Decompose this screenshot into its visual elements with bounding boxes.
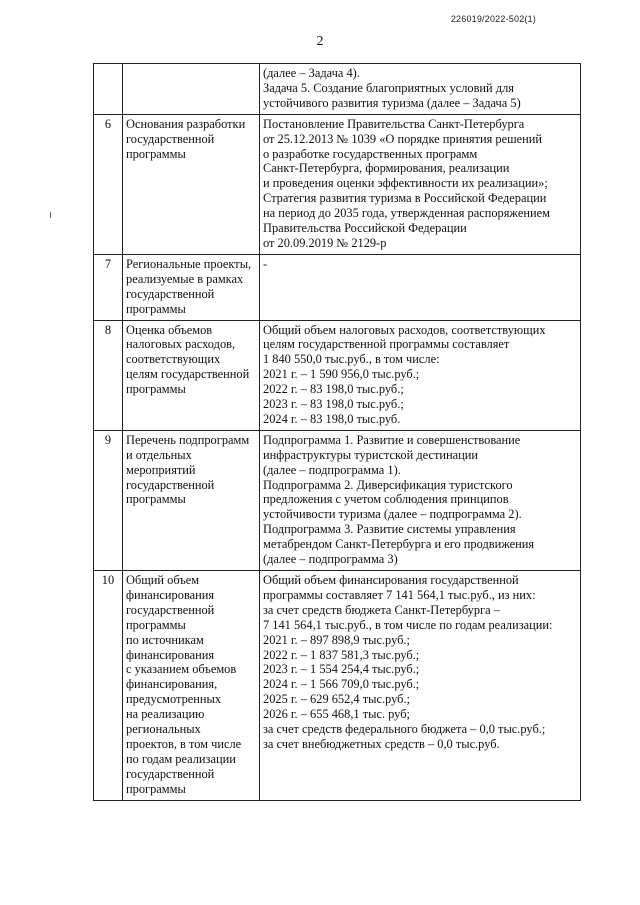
- row-value-line: -: [263, 256, 268, 271]
- row-value-line: за счет средств бюджета Санкт-Петербурга –: [263, 602, 500, 617]
- row-name-cell: [123, 114, 260, 254]
- row-name-line: региональных: [126, 722, 201, 737]
- row-value-line: Общий объем финансирования государственной: [263, 573, 519, 587]
- row-name-line: программы: [126, 617, 186, 632]
- row-name-line: мероприятий: [126, 462, 196, 477]
- row-value-line: за счет средств федерального бюджета – 0,0 тыс.руб.;: [263, 722, 546, 737]
- passport-table: [93, 63, 581, 801]
- row-value-line: 2022 г. – 83 198,0 тыс.руб.;: [263, 382, 404, 397]
- row-value-cell: [260, 430, 581, 570]
- row-value-line: (далее – Задача 4).: [263, 66, 360, 80]
- row-name-line: на реализацию: [126, 707, 205, 722]
- row-number: 7: [94, 254, 123, 320]
- row-value-line: 2022 г. – 1 837 581,3 тыс.руб.;: [263, 647, 420, 662]
- row-value-line: 2024 г. – 83 198,0 тыс.руб.: [263, 411, 401, 426]
- row-value-line: инфраструктуры туристской дестинации: [263, 447, 479, 462]
- row-value-line: Постановление Правительства Санкт-Петербурга: [263, 116, 525, 131]
- table-row: [94, 254, 581, 320]
- row-name-cell: [123, 320, 260, 430]
- row-name-cell: [123, 430, 260, 570]
- row-name-line: государственной: [126, 131, 215, 146]
- row-value-line: и проведения оценки эффективности их реализации»;: [263, 176, 548, 191]
- row-name-line: государственной: [126, 286, 215, 301]
- row-name-line: Перечень подпрограмм: [126, 432, 250, 447]
- table-row: [94, 320, 581, 430]
- row-value-line: Задача 5. Создание благоприятных условий для: [263, 80, 514, 95]
- row-value-line: Санкт-Петербурга, формирования, реализации: [263, 161, 510, 176]
- row-name-line: Общий объем: [126, 573, 200, 587]
- row-name-cell: [123, 64, 260, 115]
- table-row: [94, 571, 581, 801]
- row-value-line: 7 141 564,1 тыс.руб., в том числе по годам реализации:: [263, 617, 553, 632]
- row-name-line: проектов, в том числе: [126, 736, 242, 751]
- row-name-line: государственной: [126, 766, 215, 781]
- row-name-line: финансирования: [126, 587, 215, 602]
- row-value-line: 2026 г. – 655 468,1 тыс. руб;: [263, 707, 410, 722]
- row-number: 9: [94, 430, 123, 570]
- row-value-line: Правительства Российской Федерации: [263, 221, 467, 236]
- row-value-line: Подпрограмма 2. Диверсификация туристского: [263, 477, 513, 492]
- row-name-line: целям государственной: [126, 367, 250, 382]
- row-value-cell: [260, 571, 581, 801]
- row-name-line: Основания разработки: [126, 116, 246, 131]
- row-name-line: государственной: [126, 477, 215, 492]
- row-number: [94, 64, 123, 115]
- row-value-line: предложения с учетом соблюдения принципов: [263, 492, 509, 507]
- row-name-line: по годам реализации: [126, 751, 236, 766]
- row-value-line: (далее – подпрограмма 1).: [263, 462, 401, 477]
- row-number: 8: [94, 320, 123, 430]
- row-name-line: реализуемые в рамках: [126, 271, 244, 286]
- row-name-cell: [123, 254, 260, 320]
- row-name-line: налоговых расходов,: [126, 337, 236, 352]
- row-value-cell: [260, 320, 581, 430]
- row-value-line: Стратегия развития туризма в Российской Федерации: [263, 191, 547, 206]
- row-value-line: на период до 2035 года, утвержденная распоряжением: [263, 206, 550, 221]
- row-value-line: о разработке государственных программ: [263, 146, 478, 161]
- row-value-line: Подпрограмма 1. Развитие и совершенствование: [263, 432, 521, 447]
- row-value-line: Подпрограмма 3. Развитие системы управления: [263, 522, 516, 537]
- row-name-line: финансирования,: [126, 677, 218, 692]
- row-value-line: программы составляет 7 141 564,1 тыс.руб., из них:: [263, 587, 536, 602]
- table-row: [94, 430, 581, 570]
- row-value-line: от 25.12.2013 № 1039 «О порядке принятия решений: [263, 131, 543, 146]
- row-name-cell: [123, 571, 260, 801]
- row-value-cell: [260, 114, 581, 254]
- row-name-line: программы: [126, 146, 186, 161]
- row-name-line: программы: [126, 382, 186, 397]
- page-number: 2: [316, 34, 324, 49]
- row-name-line: соответствующих: [126, 352, 221, 367]
- row-value-line: метабрендом Санкт-Петербурга и его продвижения: [263, 537, 535, 552]
- row-value-line: (далее – подпрограмма 3): [263, 552, 398, 567]
- row-name-line: и отдельных: [126, 447, 192, 462]
- row-value-line: за счет внебюджетных средств – 0,0 тыс.руб.: [263, 736, 500, 751]
- row-value-line: 2024 г. – 1 566 709,0 тыс.руб.;: [263, 677, 420, 692]
- row-value-line: 1 840 550,0 тыс.руб., в том числе:: [263, 352, 440, 367]
- scan-speck: [50, 212, 51, 218]
- row-value-line: 2021 г. – 1 590 956,0 тыс.руб.;: [263, 367, 420, 382]
- row-value-line: Общий объем налоговых расходов, соответствующих: [263, 322, 546, 337]
- row-name-line: предусмотренных: [126, 692, 222, 707]
- row-name-line: с указанием объемов: [126, 662, 237, 677]
- row-number: 6: [94, 114, 123, 254]
- row-value-line: от 20.09.2019 № 2129-р: [263, 235, 387, 250]
- row-number: 10: [94, 571, 123, 801]
- row-value-line: 2023 г. – 83 198,0 тыс.руб.;: [263, 397, 404, 412]
- row-value-cell: [260, 64, 581, 115]
- table-row: [94, 64, 581, 115]
- table-row: [94, 114, 581, 254]
- row-name-line: программы: [126, 301, 186, 316]
- row-name-line: программы: [126, 781, 186, 796]
- row-value-line: 2023 г. – 1 554 254,4 тыс.руб.;: [263, 662, 420, 677]
- row-name-line: государственной: [126, 602, 215, 617]
- row-name-line: Региональные проекты,: [126, 256, 252, 271]
- row-value-line: 2025 г. – 629 652,4 тыс.руб.;: [263, 692, 410, 707]
- row-name-line: финансирования: [126, 647, 215, 662]
- row-value-line: 2021 г. – 897 898,9 тыс.руб.;: [263, 632, 410, 647]
- row-name-line: программы: [126, 492, 186, 507]
- row-value-line: устойчивости туризма (далее – подпрограмма 2).: [263, 507, 522, 522]
- row-name-line: по источникам: [126, 632, 204, 647]
- row-name-line: Оценка объемов: [126, 322, 213, 337]
- row-value-line: целям государственной программы составляет: [263, 337, 510, 352]
- row-value-line: устойчивого развития туризма (далее – Задача 5): [263, 95, 521, 110]
- document-id: 226019/2022-502(1): [450, 14, 536, 24]
- row-value-cell: [260, 254, 581, 320]
